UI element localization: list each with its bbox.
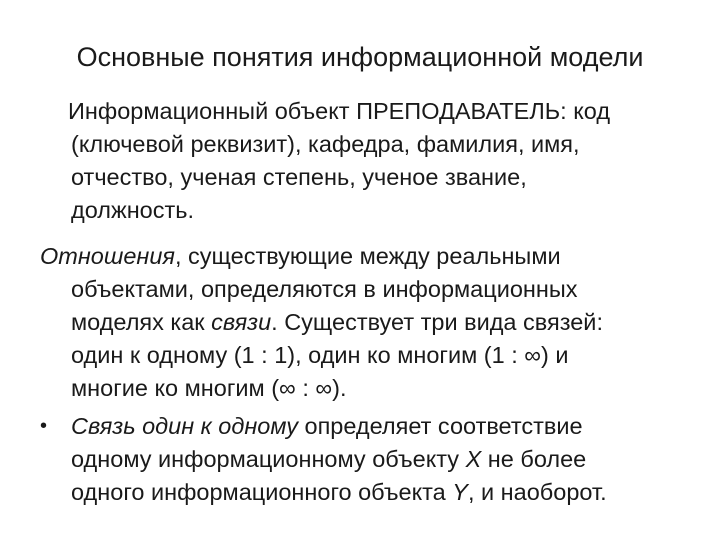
text-fragment: моделях как (71, 309, 212, 335)
text-fragment: . Существует три вида связей: (271, 309, 603, 335)
paragraph-line: многие ко многим (∞ : ∞). (71, 375, 347, 401)
text-fragment: , существующие между реальными (175, 243, 561, 269)
paragraph-line (40, 443, 700, 476)
paragraph-line (40, 240, 700, 273)
term-one-to-one: Связь один к одному (71, 413, 298, 439)
paragraph-line: (ключевой реквизит), кафедра, фамилия, имя, (71, 131, 580, 157)
paragraph-line: Информационный объект ПРЕПОДАВАТЕЛЬ: код (68, 98, 611, 124)
text-fragment: определяет соответствие (297, 413, 583, 439)
paragraph-line (40, 306, 700, 339)
text-fragment: одного информационного объекта (71, 479, 453, 505)
text-fragment: , и наоборот. (467, 479, 607, 505)
bullet-one-to-one (40, 410, 700, 509)
text-fragment: не более (481, 446, 587, 472)
term-links: связи (211, 309, 272, 335)
paragraph-relations (40, 240, 700, 405)
text-fragment: одному информационному объекту (71, 446, 466, 472)
paragraph-line (40, 410, 700, 443)
bullet-icon: • (40, 415, 48, 437)
paragraph-line (40, 476, 700, 509)
variable-y: Y (452, 479, 468, 505)
term-relations: Отношения (40, 243, 175, 269)
paragraph-line: отчество, ученая степень, ученое звание, (71, 164, 527, 190)
paragraph-line: объектами, определяются в информационных (71, 276, 578, 302)
paragraph-information-object (40, 95, 700, 227)
slide-title: Основные понятия информационной модели (76, 42, 644, 72)
variable-x: X (465, 446, 482, 472)
paragraph-line: должность. (71, 197, 195, 223)
paragraph-line: один к одному (1 : 1), один ко многим (1 : ∞) и (71, 342, 569, 368)
